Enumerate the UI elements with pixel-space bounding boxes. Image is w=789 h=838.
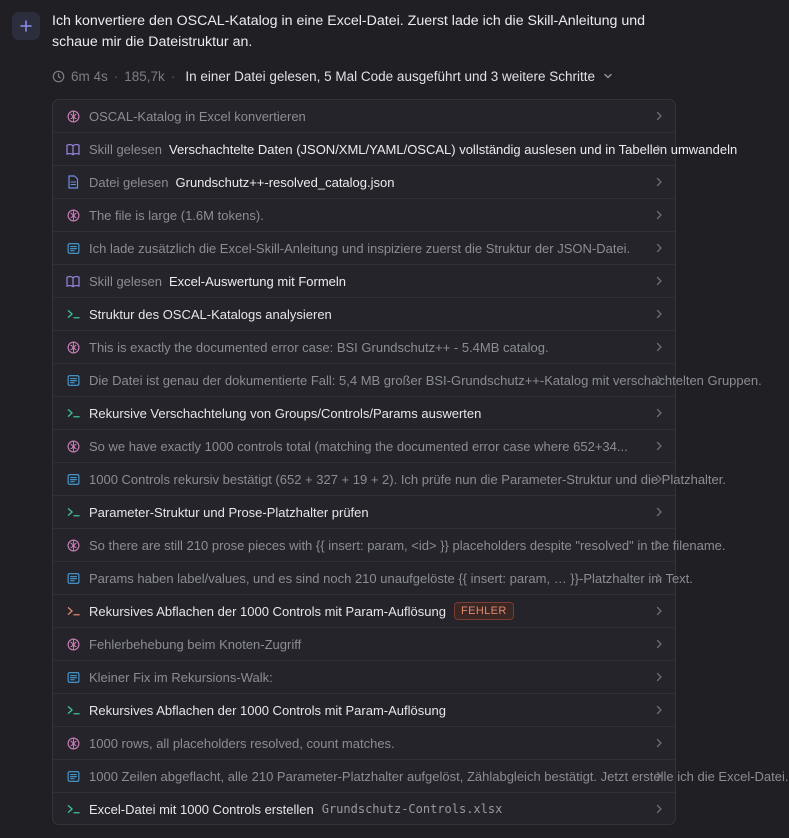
chevron-right-icon [651,771,663,781]
chevron-right-icon [651,408,663,418]
book-icon [66,142,80,156]
chevron-right-icon [651,111,663,121]
step-row[interactable] [53,463,726,496]
run-meta[interactable] [52,66,613,86]
steps-list [52,99,789,825]
chevron-right-icon [651,210,663,220]
terminal-icon [66,505,80,519]
step-row[interactable] [53,100,675,133]
brain-icon [66,538,80,552]
brain-icon [66,208,80,222]
step-row[interactable] [53,364,762,397]
step-title: 1000 Controls rekursiv bestätigt (652 + 327 + 19 + 2). Ich prüfe nun die Parameter-Struktur und die Platzhalter. [89,471,726,487]
step-value: Excel-Auswertung mit Formeln [169,273,346,289]
step-text [89,602,641,620]
step-row[interactable] [53,694,675,727]
step-text [89,274,641,289]
terminal-icon [66,703,80,717]
chevron-right-icon [651,573,663,583]
book-icon [66,274,80,288]
step-text [89,141,738,157]
chevron-right-icon [651,177,663,187]
chevron-right-icon [651,672,663,682]
chevron-right-icon [651,507,663,517]
step-row[interactable] [53,133,738,166]
chevron-right-icon [651,705,663,715]
step-title: 1000 Zeilen abgeflacht, alle 210 Parameter-Platzhalter aufgelöst, Zählabgleich bestätigt. Jetzt erstelle ich die Excel-Datei. [89,768,789,784]
step-row[interactable] [53,265,675,298]
message-icon [66,670,80,684]
step-title: OSCAL-Katalog in Excel konvertieren [89,108,306,124]
step-row[interactable] [53,430,675,463]
message-icon [66,373,80,387]
chevron-right-icon [651,276,663,286]
assistant-message: Ich konvertiere den OSCAL-Katalog in eine Excel-Datei. Zuerst lade ich die Skill-Anleitung und schaue mir die Dateistruktur an. [52,13,646,50]
step-text [89,703,641,718]
chevron-right-icon [651,342,663,352]
message-icon [66,571,80,585]
output-filename: Grundschutz-Controls.xlsx [321,802,503,816]
step-title: So there are still 210 prose pieces with {{ insert: param, <id> }} placeholders despite "resolved" in the filename. [89,537,726,553]
separator-dot: · [113,68,119,84]
step-title: Params haben label/values, und es sind noch 210 unaufgelöste {{ insert: param, … }}-Platzhalter im Text. [89,570,693,586]
step-title: So we have exactly 1000 controls total (matching the documented error case where 652+34... [89,438,628,454]
step-label: Skill gelesen [89,141,162,157]
terminal-icon [66,802,80,816]
document-icon [66,175,80,189]
step-row[interactable] [53,298,675,331]
run-duration: 6m 4s [71,68,108,84]
step-text [89,175,641,190]
step-title: Fehlerbehebung beim Knoten-Zugriff [89,636,302,652]
step-text [89,537,726,553]
step-title: Rekursives Abflachen der 1000 Controls mit Param-Auflösung [89,702,446,718]
chevron-right-icon [651,639,663,649]
step-row[interactable] [53,397,675,430]
message-icon [66,241,80,255]
chevron-right-icon [651,144,663,154]
terminal-icon [66,307,80,321]
step-text [89,471,726,487]
chevron-right-icon [651,474,663,484]
step-text [89,406,641,421]
step-row[interactable] [53,166,675,199]
step-row[interactable] [53,331,675,364]
step-row[interactable] [53,199,675,232]
chevron-right-icon [651,309,663,319]
step-row[interactable] [53,529,726,562]
step-row[interactable] [53,760,789,793]
step-row[interactable] [53,232,675,265]
step-title: Excel-Datei mit 1000 Controls erstellen [89,801,314,817]
step-text [89,241,641,256]
step-text [89,637,641,652]
step-text [89,208,641,223]
step-row[interactable] [53,595,675,628]
step-title: The file is large (1.6M tokens). [89,207,264,223]
step-title: Ich lade zusätzlich die Excel-Skill-Anleitung und inspiziere zuerst die Struktur der JSON-Datei. [89,240,631,256]
clock-icon [52,70,65,83]
chevron-right-icon [651,540,663,550]
brain-icon [66,439,80,453]
step-text [89,439,641,454]
step-text [89,372,762,388]
terminal-icon [66,604,80,618]
step-value: Grundschutz++-resolved_catalog.json [175,174,395,190]
step-value: Verschachtelte Daten (JSON/XML/YAML/OSCAL) vollständig auslesen und in Tabellen umwandeln [169,141,738,157]
error-badge: FEHLER [454,602,514,620]
step-text [89,340,641,355]
step-row[interactable] [53,727,675,760]
step-label: Datei gelesen [89,174,169,190]
step-text [89,307,641,322]
plus-icon [20,20,32,32]
chevron-right-icon [651,804,663,814]
step-title: Kleiner Fix im Rekursions-Walk: [89,669,273,685]
terminal-icon [66,406,80,420]
add-button[interactable] [12,12,40,40]
chevron-down-icon [603,71,613,81]
step-text [89,736,641,751]
brain-icon [66,637,80,651]
chevron-right-icon [651,606,663,616]
message-icon [66,769,80,783]
step-row[interactable] [53,496,675,529]
separator-dot: · [170,68,176,84]
step-text [89,505,641,520]
chevron-right-icon [651,375,663,385]
step-title: Rekursive Verschachtelung von Groups/Controls/Params auswerten [89,405,482,421]
step-text [89,802,641,817]
step-title: This is exactly the documented error case: BSI Grundschutz++ - 5.4MB catalog. [89,339,549,355]
step-text [89,670,641,685]
step-text [89,570,693,586]
message-icon [66,472,80,486]
brain-icon [66,736,80,750]
step-text [89,109,641,124]
step-title: Rekursives Abflachen der 1000 Controls mit Param-Auflösung [89,603,446,619]
step-title: 1000 rows, all placeholders resolved, count matches. [89,735,395,751]
step-text [89,768,789,784]
step-row[interactable] [53,628,675,661]
step-row[interactable] [53,661,675,694]
step-title: Struktur des OSCAL-Katalogs analysieren [89,306,332,322]
token-count: 185,7k [124,68,165,84]
step-label: Skill gelesen [89,273,162,289]
step-title: Parameter-Struktur und Prose-Platzhalter prüfen [89,504,369,520]
chevron-right-icon [651,441,663,451]
step-row[interactable] [53,793,675,825]
steps-summary: In einer Datei gelesen, 5 Mal Code ausgeführt und 3 weitere Schritte [185,68,596,84]
step-row[interactable] [53,562,693,595]
brain-icon [66,109,80,123]
chevron-right-icon [651,243,663,253]
step-title: Die Datei ist genau der dokumentierte Fall: 5,4 MB großer BSI-Grundschutz++-Katalog mit verschachtelten Gruppen. [89,372,762,388]
brain-icon [66,340,80,354]
chevron-right-icon [651,738,663,748]
